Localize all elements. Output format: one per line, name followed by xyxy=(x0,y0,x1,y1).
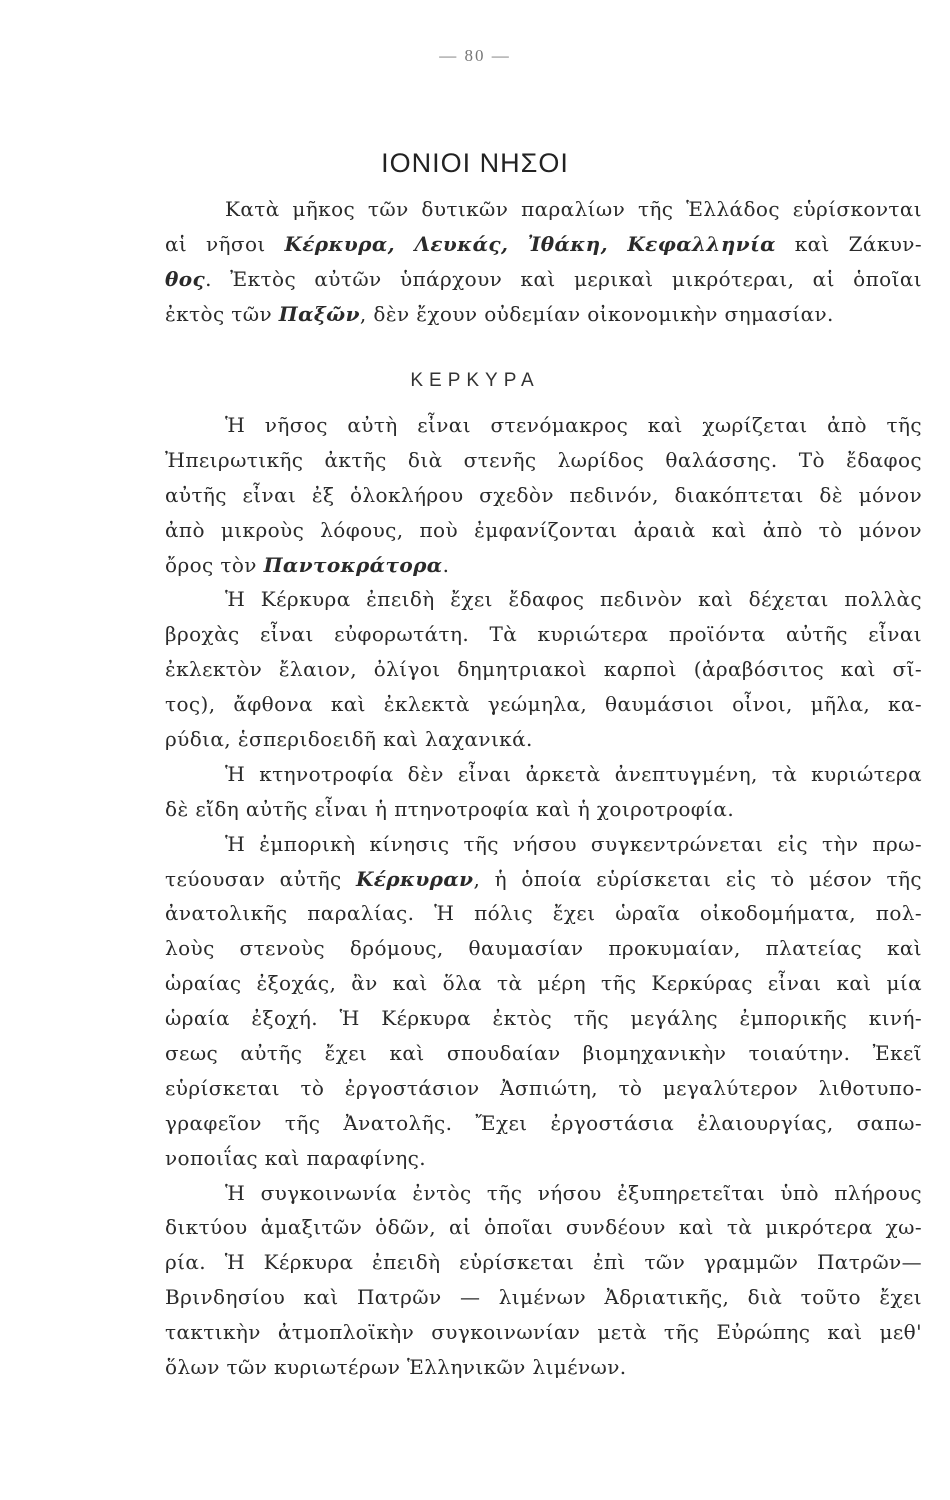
line-text: Ἡ κτηνοτροφία δὲν εἶναι ἀρκετὰ ἀνεπτυγμένη, τὰ κυριώτερα xyxy=(225,761,922,786)
line-text: ἐκλεκτὸν ἔλαιον, ὀλίγοι δημητριακοὶ καρποὶ (ἀραβόσιτος καὶ σῖ- xyxy=(165,657,922,682)
line-text: ρία. Ἡ Κέρκυρα ἐπειδὴ εὑρίσκεται ἐπὶ τῶν γραμμῶν Πατρῶν— xyxy=(165,1250,922,1275)
text-line xyxy=(165,548,922,583)
text-line xyxy=(165,687,922,722)
text-line xyxy=(165,297,922,332)
line-text: εὑρίσκεται τὸ ἐργοστάσιον Ἀσπιώτη, τὸ μεγαλύτερον λιθοτυπο- xyxy=(165,1075,922,1100)
text-line xyxy=(165,262,922,297)
line-text: . xyxy=(442,552,450,577)
text-line xyxy=(165,1176,922,1211)
line-text: Ἡ συγκοινωνία ἐντὸς τῆς νήσου ἐξυπηρετεῖται ὑπὸ πλήρους xyxy=(225,1180,922,1205)
chapter-title: ΙΟΝΙΟΙ ΝΗΣΟΙ xyxy=(381,148,569,178)
line-text: Ἡ Κέρκυρα ἐπειδὴ ἔχει ἔδαφος πεδινὸν καὶ δέχεται πολλὰς xyxy=(225,587,922,612)
text-line xyxy=(165,827,922,862)
text-line xyxy=(165,1036,922,1071)
text-line xyxy=(165,1001,922,1036)
line-text: δὲ εἴδη αὐτῆς εἶναι ἡ πτηνοτροφία καὶ ἡ χοιροτροφία. xyxy=(165,796,735,821)
line-text: δικτύου ἁμαξιτῶν ὁδῶν, αἱ ὁποῖαι συνδέουν καὶ τὰ μικρότερα χω- xyxy=(165,1215,922,1240)
text-line xyxy=(165,1141,922,1176)
line-text: ὄρος τὸν xyxy=(165,552,264,577)
text-line xyxy=(165,227,922,262)
emphasized-term: Κέρκυραν xyxy=(355,866,474,891)
line-text: , δὲν ἔχουν οὐδεμίαν οἰκονομικὴν σημασίαν. xyxy=(359,301,834,326)
line-text: νοποιΐας καὶ παραφίνης. xyxy=(165,1145,426,1170)
text-line xyxy=(165,792,922,827)
page-number: — 80 — xyxy=(439,46,511,65)
line-text: Κατὰ μῆκος τῶν δυτικῶν παραλίων τῆς Ἑλλάδος εὑρίσκονται xyxy=(225,197,922,221)
line-text: Ἡ ἐμπορικὴ κίνησις τῆς νήσου συγκεντρώνεται εἰς τὴν πρω- xyxy=(225,831,922,856)
line-text: ὅλων τῶν κυριωτέρων Ἑλληνικῶν λιμένων. xyxy=(165,1355,627,1380)
line-text: . Ἐκτὸς αὐτῶν ὑπάρχουν καὶ μερικαὶ μικρότεραι, αἱ ὁποῖαι xyxy=(205,266,922,291)
line-text: ρύδια, ἑσπεριδοειδῆ καὶ λαχανικά. xyxy=(165,727,533,752)
text-line xyxy=(165,757,922,792)
text-line xyxy=(165,582,922,617)
line-text: τακτικὴν ἀτμοπλοϊκὴν συγκοινωνίαν μετὰ τῆς Εὐρώπης καὶ μεθ' xyxy=(165,1320,922,1345)
line-text: ἐκτὸς τῶν xyxy=(165,301,279,326)
text-line xyxy=(165,652,922,687)
intro-paragraph xyxy=(165,192,922,332)
text-line xyxy=(165,1071,922,1106)
line-text: τος), ἄφθονα καὶ ἐκλεκτὰ γεώμηλα, θαυμάσιοι οἶνοι, μῆλα, κα- xyxy=(165,692,922,717)
text-line xyxy=(165,896,922,931)
text-line xyxy=(165,478,922,513)
line-text: ἀπὸ μικροὺς λόφους, ποὺ ἐμφανίζονται ἀραιὰ καὶ ἀπὸ τὸ μόνον xyxy=(165,517,922,542)
line-text: αἱ νῆσοι xyxy=(165,231,285,256)
text-line xyxy=(165,1315,922,1350)
text-line xyxy=(165,617,922,652)
line-text: καὶ Ζάκυν- xyxy=(775,231,922,256)
section-body xyxy=(165,408,922,1385)
text-line xyxy=(165,1280,922,1315)
line-text: αὐτῆς εἶναι ἐξ ὁλοκλήρου σχεδὸν πεδινόν, διακόπτεται δὲ μόνον xyxy=(165,482,922,507)
emphasized-term: Παντοκράτορα xyxy=(263,552,443,577)
text-line xyxy=(165,1210,922,1245)
section-title: ΚΕΡΚΥΡΑ xyxy=(410,370,540,391)
line-text: Βρινδησίου καὶ Πατρῶν — λιμένων Ἀδριατικῆς, διὰ τοῦτο ἔχει xyxy=(165,1285,922,1310)
text-line xyxy=(165,513,922,548)
line-text: , ἡ ὁποία εὑρίσκεται εἰς τὸ μέσον τῆς xyxy=(473,866,922,891)
text-line xyxy=(165,722,922,757)
line-text: ὡραία ἐξοχή. Ἡ Κέρκυρα ἐκτὸς τῆς μεγάλης ἐμπορικῆς κινή- xyxy=(165,1006,922,1031)
line-text: γραφεῖον τῆς Ἀνατολῆς. Ἔχει ἐργοστάσια ἐλαιουργίας, σαπω- xyxy=(165,1110,922,1135)
text-line xyxy=(165,862,922,897)
emphasized-term: Κέρκυρα, Λευκάς, Ἰθάκη, Κεφαλληνία xyxy=(284,231,776,256)
line-text: Ἠπειρωτικῆς ἀκτῆς διὰ στενῆς λωρίδος θαλάσσης. Τὸ ἔδαφος xyxy=(165,447,922,472)
line-text: βροχὰς εἶναι εὐφορωτάτη. Τὰ κυριώτερα προϊόντα αὐτῆς εἶναι xyxy=(165,622,922,647)
text-line xyxy=(165,192,922,227)
text-line xyxy=(165,1245,922,1280)
text-line xyxy=(165,408,922,443)
line-text: τεύουσαν αὐτῆς xyxy=(165,866,356,891)
line-text: λοὺς στενοὺς δρόμους, θαυμασίαν προκυμαίαν, πλατείας καὶ xyxy=(165,936,922,961)
text-line xyxy=(165,931,922,966)
text-line xyxy=(165,1106,922,1141)
line-text: ὡραίας ἐξοχάς, ἂν καὶ ὅλα τὰ μέρη τῆς Κερκύρας εἶναι καὶ μία xyxy=(165,971,922,996)
emphasized-term: Παξῶν xyxy=(278,301,360,326)
emphasized-term: θος xyxy=(165,266,206,291)
text-line xyxy=(165,966,922,1001)
text-line xyxy=(165,443,922,478)
text-line xyxy=(165,1350,922,1385)
line-text: Ἡ νῆσος αὐτὴ εἶναι στενόμακρος καὶ χωρίζεται ἀπὸ τῆς xyxy=(225,413,922,437)
line-text: σεως αὐτῆς ἔχει καὶ σπουδαίαν βιομηχανικὴν τοιαύτην. Ἐκεῖ xyxy=(165,1041,922,1066)
line-text: ἀνατολικῆς παραλίας. Ἡ πόλις ἔχει ὡραῖα οἰκοδομήματα, πολ- xyxy=(165,901,922,926)
